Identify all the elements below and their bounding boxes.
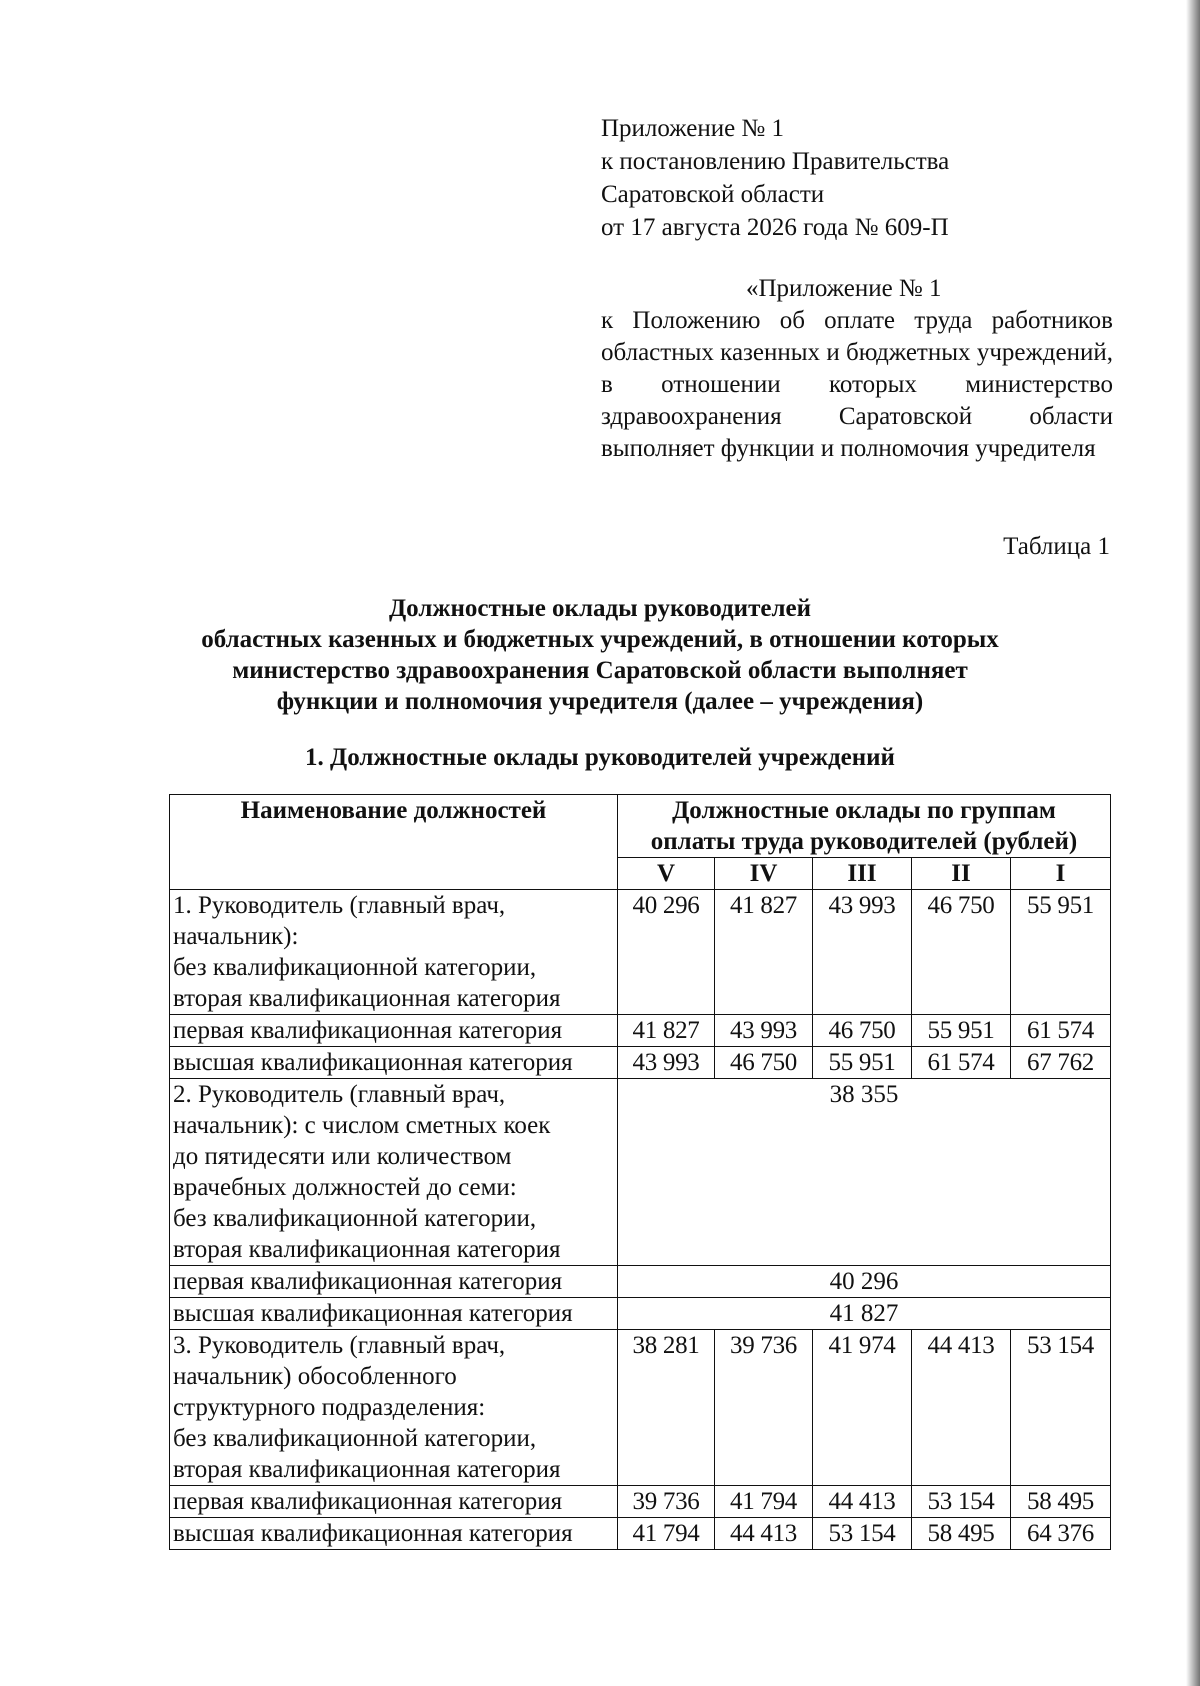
name-line: без квалификационной категории, xyxy=(173,1425,537,1452)
salary-cell: 53 154 xyxy=(1011,1330,1111,1486)
name-line: структурного подразделения: xyxy=(173,1394,486,1421)
table-row xyxy=(170,890,1111,1015)
header-line: оплаты труда руководителей (рублей) xyxy=(650,828,1078,855)
salary-cell: 53 154 xyxy=(813,1518,912,1550)
position-name xyxy=(170,890,618,1015)
appendix-line: Приложение № 1 xyxy=(601,115,785,142)
salary-cell: 41 974 xyxy=(813,1330,912,1486)
salary-cell: 40 296 xyxy=(618,890,715,1015)
name-line: начальник): xyxy=(173,923,299,950)
appendix2-text: к Положению об оплате труда работников областных казенных и бюджетных учреждений, в отношении которых министерство здравоохранения Саратовской области выполняет функции и полномочия учредителя xyxy=(601,307,1113,462)
appendix-line: к постановлению Правительства xyxy=(601,148,950,175)
salary-cell: 61 574 xyxy=(912,1047,1011,1079)
position-name xyxy=(170,1330,618,1486)
group-header: IV xyxy=(715,858,813,890)
salary-cell: 53 154 xyxy=(912,1486,1011,1518)
position-name: первая квалификационная категория xyxy=(170,1015,618,1047)
position-name: первая квалификационная категория xyxy=(170,1486,618,1518)
name-line: без квалификационной категории, xyxy=(173,1205,537,1232)
salary-cell: 43 993 xyxy=(813,890,912,1015)
position-name: высшая квалификационная категория xyxy=(170,1298,618,1330)
salary-cell: 44 413 xyxy=(715,1518,813,1550)
salary-cell: 46 750 xyxy=(813,1015,912,1047)
table-header-row xyxy=(170,795,1111,858)
name-line: 1. Руководитель (главный врач, xyxy=(173,892,506,919)
salary-merged-cell: 40 296 xyxy=(618,1266,1111,1298)
header-position-name: Наименование должностей xyxy=(170,795,618,890)
title-line: областных казенных и бюджетных учреждений, в отношении которых xyxy=(201,626,999,653)
title-line: функции и полномочия учредителя (далее – учреждения) xyxy=(276,688,924,715)
name-line: врачебных должностей до семи: xyxy=(173,1174,517,1201)
salary-cell: 55 951 xyxy=(813,1047,912,1079)
group-header: V xyxy=(618,858,715,890)
salary-cell: 46 750 xyxy=(912,890,1011,1015)
table-row xyxy=(170,1079,1111,1266)
salary-cell: 44 413 xyxy=(912,1330,1011,1486)
appendix2-heading: «Приложение № 1 xyxy=(746,275,942,302)
name-line: 2. Руководитель (главный врач, xyxy=(173,1081,506,1108)
group-header: III xyxy=(813,858,912,890)
salary-cell: 61 574 xyxy=(1011,1015,1111,1047)
salary-cell: 39 736 xyxy=(618,1486,715,1518)
salary-cell: 41 827 xyxy=(618,1015,715,1047)
position-name xyxy=(170,1079,618,1266)
salary-cell: 38 281 xyxy=(618,1330,715,1486)
name-line: вторая квалификационная категория xyxy=(173,985,561,1012)
salary-table xyxy=(169,794,1111,1550)
title-line: Должностные оклады руководителей xyxy=(388,595,811,622)
salary-cell: 41 794 xyxy=(715,1486,813,1518)
table-row xyxy=(170,1518,1111,1550)
salary-cell: 55 951 xyxy=(912,1015,1011,1047)
appendix-line: Саратовской области xyxy=(601,181,825,208)
salary-cell: 41 827 xyxy=(715,890,813,1015)
scan-edge-shadow xyxy=(1186,0,1200,1686)
table-row xyxy=(170,1015,1111,1047)
name-line: вторая квалификационная категория xyxy=(173,1456,561,1483)
salary-cell: 58 495 xyxy=(912,1518,1011,1550)
title-line: министерство здравоохранения Саратовской области выполняет xyxy=(232,657,968,684)
salary-merged-cell: 38 355 xyxy=(618,1079,1111,1266)
name-line: 3. Руководитель (главный врач, xyxy=(173,1332,506,1359)
header-line: Должностные оклады по группам xyxy=(672,797,1056,824)
salary-cell: 43 993 xyxy=(618,1047,715,1079)
salary-cell: 39 736 xyxy=(715,1330,813,1486)
table-label: Таблица 1 xyxy=(1003,533,1110,560)
appendix-reference xyxy=(601,112,1121,244)
name-line: без квалификационной категории, xyxy=(173,954,537,981)
table-row xyxy=(170,1298,1111,1330)
position-name: высшая квалификационная категория xyxy=(170,1047,618,1079)
salary-cell: 64 376 xyxy=(1011,1518,1111,1550)
appendix-line: от 17 августа 2026 года № 609-П xyxy=(601,214,949,241)
document-title xyxy=(150,593,1050,717)
position-name: высшая квалификационная категория xyxy=(170,1518,618,1550)
position-name: первая квалификационная категория xyxy=(170,1266,618,1298)
name-line: начальник) обособленного xyxy=(173,1363,457,1390)
group-header: I xyxy=(1011,858,1111,890)
header-salary-groups xyxy=(618,795,1111,858)
salary-cell: 44 413 xyxy=(813,1486,912,1518)
name-line: вторая квалификационная категория xyxy=(173,1236,561,1263)
salary-cell: 43 993 xyxy=(715,1015,813,1047)
table-row xyxy=(170,1266,1111,1298)
name-line: начальник): с числом сметных коек xyxy=(173,1112,551,1139)
salary-cell: 58 495 xyxy=(1011,1486,1111,1518)
salary-cell: 41 794 xyxy=(618,1518,715,1550)
group-header: II xyxy=(912,858,1011,890)
name-line: до пятидесяти или количеством xyxy=(173,1143,512,1170)
salary-cell: 55 951 xyxy=(1011,890,1111,1015)
section-title: 1. Должностные оклады руководителей учреждений xyxy=(305,744,895,771)
salary-merged-cell: 41 827 xyxy=(618,1298,1111,1330)
appendix-to-regulation xyxy=(601,273,1113,465)
salary-cell: 67 762 xyxy=(1011,1047,1111,1079)
table-row xyxy=(170,1047,1111,1079)
table-row xyxy=(170,1486,1111,1518)
salary-cell: 46 750 xyxy=(715,1047,813,1079)
table-row xyxy=(170,1330,1111,1486)
